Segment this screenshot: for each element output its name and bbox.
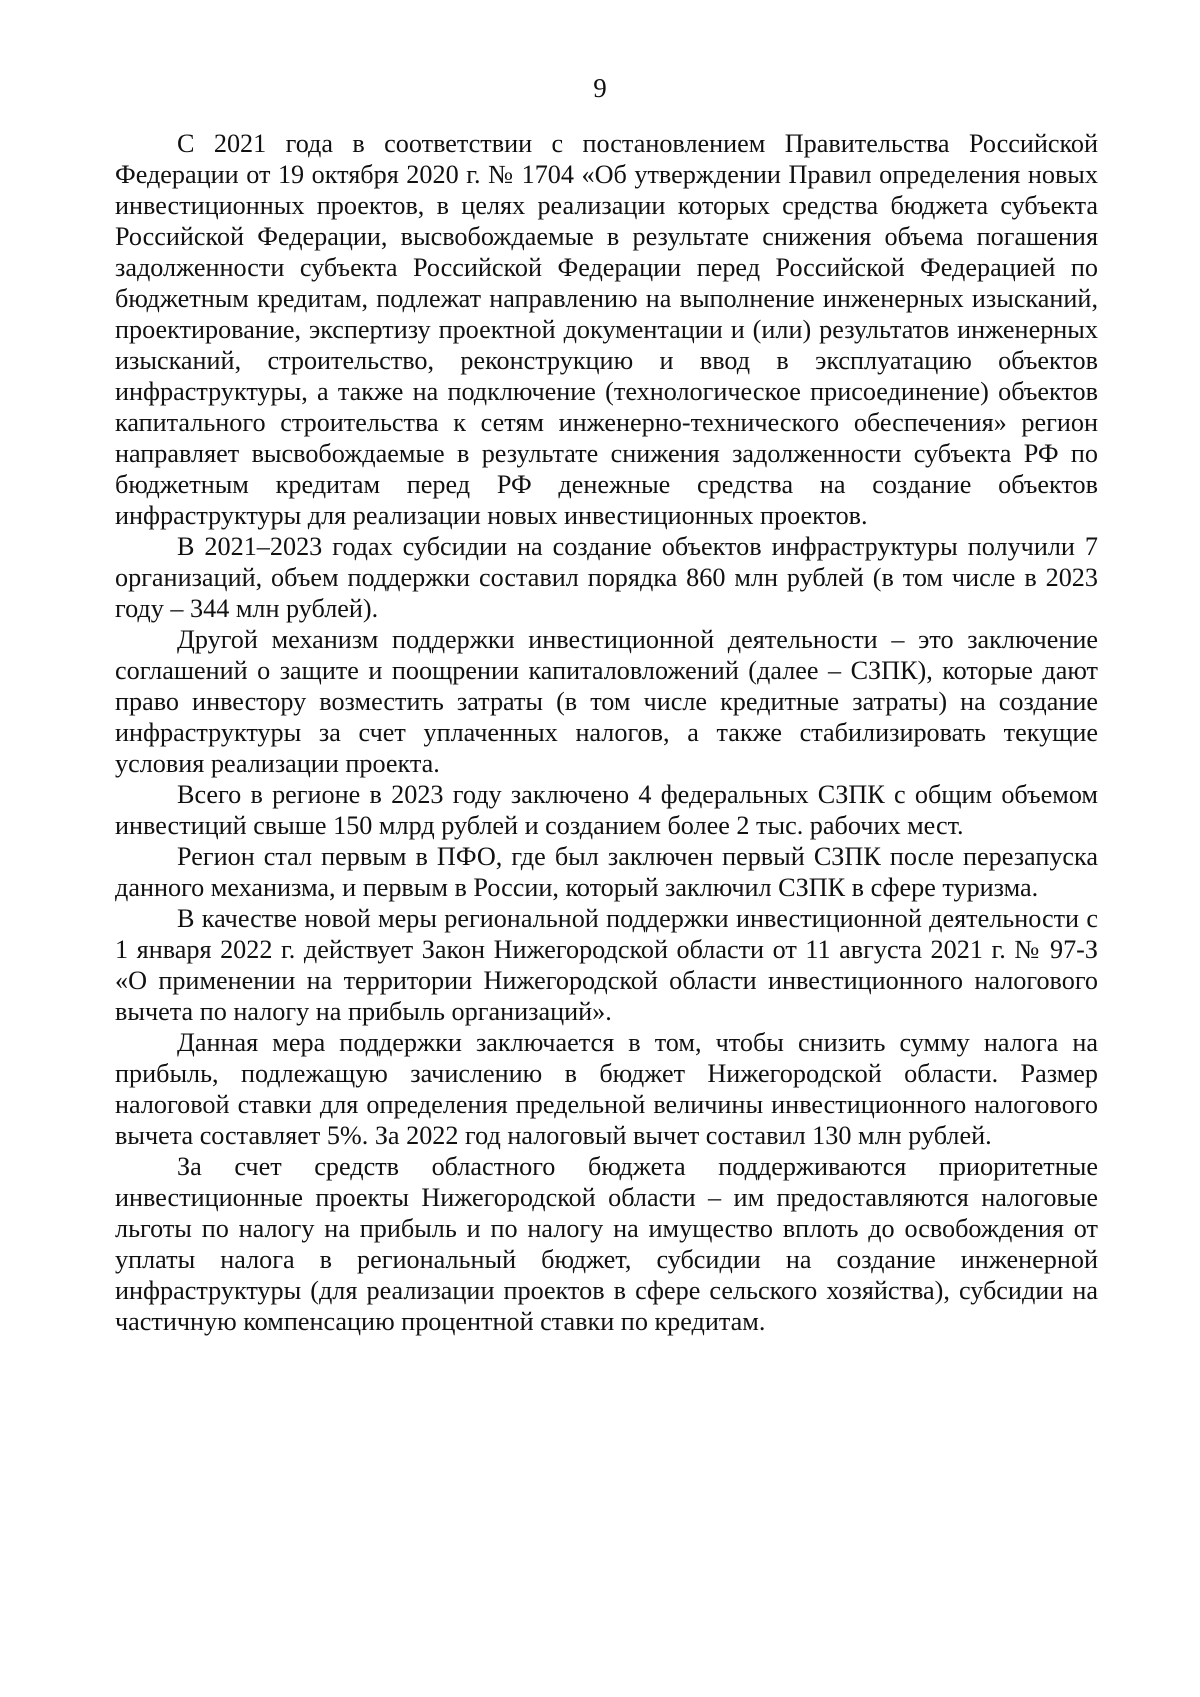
paragraph-szpk-mechanism: Другой механизм поддержки инвестиционной деятельности – это заключение соглашений о защите и поощрении капиталовложений (далее – СЗПК), которые дают право инвестору возместить затраты (в том числе кредитные затраты) на создание инфраструктуры за счет уплаченных налогов, а также стабилизировать текущие условия реализации проекта.	[115, 625, 1098, 778]
paragraph-szpk-2023: Всего в регионе в 2023 году заключено 4 федеральных СЗПК с общим объемом инвестиций свыше 150 млрд рублей и созданием более 2 тыс. рабочих мест.	[115, 780, 1098, 840]
paragraph-tax-deduction-law: В качестве новой меры региональной поддержки инвестиционной деятельности с 1 января 2022 г. действует Закон Нижегородской области от 11 августа 2021 г. № 97-З «О применении на территории Нижегородской области инвестиционного налогового вычета по налогу на прибыль организаций».	[115, 904, 1098, 1026]
document-body	[115, 128, 1098, 1337]
paragraph-region-first: Регион стал первым в ПФО, где был заключен первый СЗПК после перезапуска данного механизма, и первым в России, который заключил СЗПК в сфере туризма.	[115, 842, 1098, 902]
paragraph-subsidy-program: С 2021 года в соответствии с постановлением Правительства Российской Федерации от 19 октября 2020 г. № 1704 «Об утверждении Правил определения новых инвестиционных проектов, в целях реализации которых средства бюджета субъекта Российской Федерации, высвобождаемые в результате снижения объема погашения задолженности субъекта Российской Федерации перед Российской Федерацией по бюджетным кредитам, подлежат направлению на выполнение инженерных изысканий, проектирование, экспертизу проектной документации и (или) результатов инженерных изысканий, строительство, реконструкцию и ввод в эксплуатацию объектов инфраструктуры, а также на подключение (технологическое присоединение) объектов капитального строительства к сетям инженерно-технического обеспечения» регион направляет высвобождаемые в результате снижения задолженности субъекта РФ по бюджетным кредитам перед РФ денежные средства на создание объектов инфраструктуры для реализации новых инвестиционных проектов.	[115, 129, 1098, 530]
page-number: 9	[593, 73, 607, 103]
paragraph-subsidy-results: В 2021–2023 годах субсидии на создание объектов инфраструктуры получили 7 организаций, объем поддержки составил порядка 860 млн рублей (в том числе в 2023 году – 344 млн рублей).	[115, 532, 1098, 623]
paragraph-tax-deduction-details: Данная мера поддержки заключается в том, чтобы снизить сумму налога на прибыль, подлежащую зачислению в бюджет Нижегородской области. Размер налоговой ставки для определения предельной величины инвестиционного налогового вычета составляет 5%. За 2022 год налоговый вычет составил 130 млн рублей.	[115, 1028, 1098, 1150]
paragraph-priority-projects: За счет средств областного бюджета поддерживаются приоритетные инвестиционные проекты Нижегородской области – им предоставляются налоговые льготы по налогу на прибыль и по налогу на имущество вплоть до освобождения от уплаты налога в региональный бюджет, субсидии на создание инженерной инфраструктуры (для реализации проектов в сфере сельского хозяйства), субсидии на частичную компенсацию процентной ставки по кредитам.	[115, 1152, 1098, 1336]
